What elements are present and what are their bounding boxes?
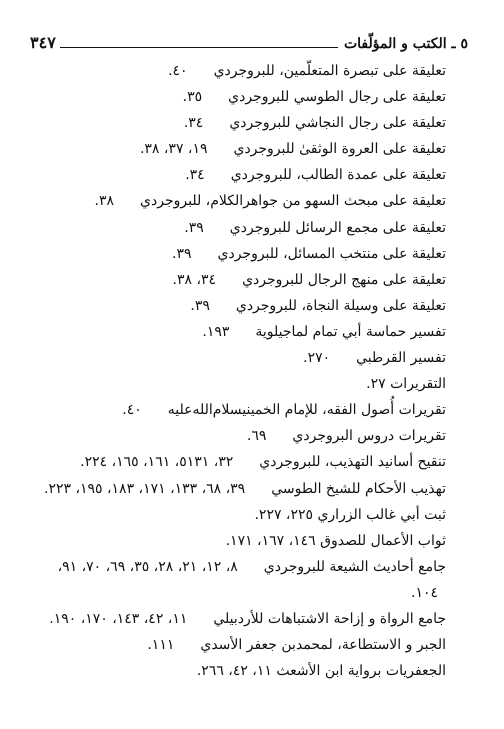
entry-title: الجبر و الاستطاعة، لمحمدبن جعفر الأسدي (200, 637, 446, 654)
chapter-title: ٥ ـ الكتب و المؤلّفات (343, 36, 468, 52)
index-entry (28, 375, 446, 401)
index-entry (28, 349, 446, 375)
entry-title: التقريرات ٢٧. (366, 376, 446, 393)
index-entry (28, 140, 446, 166)
entry-title: جامع أحاديث الشيعة للبروجردي (263, 558, 446, 575)
entry-page-refs: ١٠٤. (410, 584, 438, 601)
entry-title: تعليقة على العروة الوثقىٰ للبروجردي (233, 141, 446, 158)
entry-title: تعليقة على وسيلة النجاة، للبروجردي (235, 297, 446, 314)
entry-title: تعليقة على مجمع الرسائل للبروجردي (229, 219, 446, 236)
index-entry (28, 88, 446, 114)
entry-title: جامع الرواة و إزاحة الاشتباهات للأردبيلي (213, 610, 446, 627)
entry-title: تقريرات أُصول الفقه، للإمام الخمينيسلام‌الله‌عليه (167, 402, 446, 419)
index-entry (28, 427, 446, 453)
entry-page-refs: ٣٢، ٥١٣١، ١٦١، ١٦٥، ٢٢٤. (80, 454, 234, 471)
entry-title: تنقيح أسانيد التهذيب، للبروجردي (259, 454, 446, 471)
entry-title: تعليقة على رجال الطوسي للبروجردي (228, 89, 446, 106)
entry-page-refs: ١١١. (147, 637, 175, 654)
index-entry (28, 506, 446, 532)
entry-page-refs: ٣٩. (184, 219, 204, 236)
index-entry (28, 166, 446, 192)
entry-title: تفسير القرطبي (356, 350, 446, 367)
entry-title: تفسير حماسة أبي تمام لماجيلوية (255, 323, 446, 340)
entry-page-refs: ٣٤، ٣٨. (172, 271, 217, 288)
entry-page-refs: ٤٠. (168, 63, 188, 79)
entry-page-refs: ١٩، ٣٧، ٣٨. (139, 141, 208, 158)
index-entry (28, 401, 446, 427)
entry-page-refs: ٦٩. (246, 428, 267, 445)
index-entry (28, 271, 446, 297)
entry-title: تعليقة على منتخب المسائل، للبروجردي (217, 245, 446, 262)
index-entry (28, 245, 446, 271)
header-rule (60, 47, 338, 48)
entry-title: ثواب الأعمال للصدوق ١٤٦، ١٦٧، ١٧١. (225, 532, 446, 549)
entry-title: تهذيب الأحكام للشيخ الطوسي (271, 480, 446, 497)
index-entry (28, 558, 446, 584)
entry-title: تعليقة على رجال النجاشي للبروجردي (229, 115, 446, 132)
entry-page-refs: ٣٩. (172, 245, 192, 262)
entry-title: تعليقة على تبصرة المتعلّمين، للبروجردي (213, 63, 446, 79)
running-header (30, 30, 468, 52)
entry-title: تقريرات دروس البروجردي (292, 428, 446, 445)
entry-title: تعليقة على عمدة الطالب، للبروجردي (230, 167, 446, 184)
index-entry (28, 662, 446, 688)
index-entry (28, 532, 446, 558)
index-entry (28, 192, 446, 218)
entry-page-refs: ٣٥. (182, 89, 203, 106)
entry-page-refs: ٤٠. (122, 402, 142, 419)
entry-page-refs: ٣٩، ٦٨، ١٣٣، ١٧١، ١٨٣، ١٩٥، ٢٢٣. (44, 480, 246, 497)
index-entry (28, 480, 446, 506)
index-entry (28, 610, 446, 636)
entry-title: تعليقة على مبحث السهو من جواهرالكلام، للبروجردي (140, 193, 446, 210)
entry-title: تعليقة على منهج الرجال للبروجردي (242, 271, 446, 288)
entry-title: الجعفريات برواية ابن الأشعث ١١، ٤٢، ٢٦٦. (196, 663, 446, 680)
index-entry (28, 114, 446, 140)
index-entry-list (28, 62, 446, 688)
index-entry (28, 323, 446, 349)
index-entry (28, 453, 446, 479)
index-entry (28, 62, 446, 88)
page-number: ٣٤٧ (30, 33, 56, 52)
index-entry (28, 297, 446, 323)
entry-page-refs: ٨، ١٢، ٢١، ٢٨، ٣٥، ٦٩، ٧٠، ٩١، (57, 558, 238, 575)
index-entry (28, 219, 446, 245)
entry-page-refs: ١١، ٤٢، ١٤٣، ١٧٠، ١٩٠. (49, 610, 188, 627)
index-entry (28, 636, 446, 662)
entry-title: ثبت أبي غالب الزراري ٢٢٥، ٢٢٧. (254, 506, 446, 523)
entry-page-refs: ٣٨. (94, 193, 115, 210)
entry-page-refs: ٣٩. (190, 297, 210, 314)
entry-page-refs: ٣٤. (183, 115, 204, 132)
entry-page-refs: ١٩٣. (202, 323, 230, 340)
index-entry-continuation (28, 584, 446, 610)
entry-page-refs: ٢٧٠. (303, 350, 331, 367)
entry-page-refs: ٣٤. (185, 167, 205, 184)
